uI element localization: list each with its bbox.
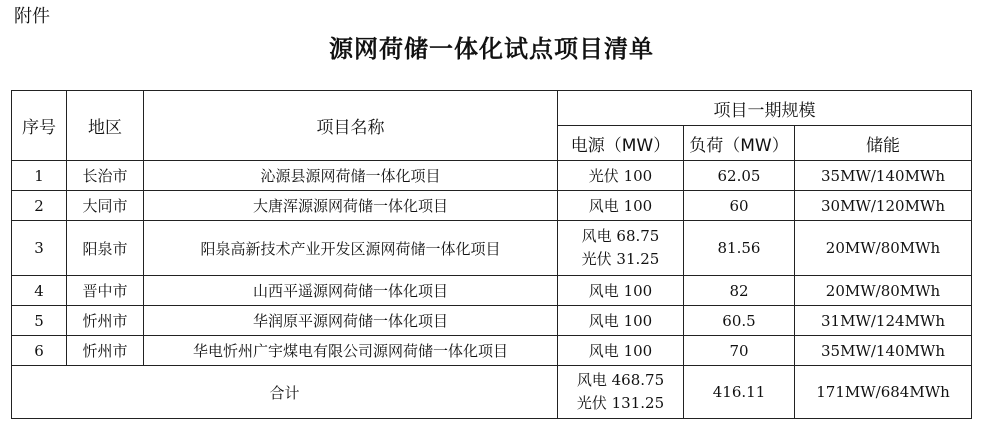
cell-project-name: 华电忻州广宇煤电有限公司源网荷储一体化项目 xyxy=(144,336,558,366)
total-storage: 171MW/684MWh xyxy=(795,366,972,419)
table-row xyxy=(12,276,972,306)
cell-storage: 20MW/80MWh xyxy=(795,276,972,306)
cell-region: 忻州市 xyxy=(67,336,144,366)
cell-project-name: 大唐浑源源网荷储一体化项目 xyxy=(144,191,558,221)
cell-index: 4 xyxy=(12,276,67,306)
cell-index: 1 xyxy=(12,161,67,191)
power-source-line: 风电 468.75 xyxy=(576,371,665,389)
header-index: 序号 xyxy=(12,91,67,161)
total-row xyxy=(12,366,972,419)
cell-power-source xyxy=(558,221,684,276)
table-row xyxy=(12,161,972,191)
cell-load: 60 xyxy=(684,191,795,221)
cell-index: 2 xyxy=(12,191,67,221)
header-phase-one-scale: 项目一期规模 xyxy=(558,91,972,126)
cell-load: 81.56 xyxy=(684,221,795,276)
cell-index: 5 xyxy=(12,306,67,336)
cell-storage: 35MW/140MWh xyxy=(795,336,972,366)
cell-project-name: 阳泉高新技术产业开发区源网荷储一体化项目 xyxy=(144,221,558,276)
cell-storage: 35MW/140MWh xyxy=(795,161,972,191)
cell-storage: 20MW/80MWh xyxy=(795,221,972,276)
page-title: 源网荷储一体化试点项目清单 xyxy=(329,35,654,63)
cell-region: 长治市 xyxy=(67,161,144,191)
cell-power-source: 风电 100 xyxy=(558,336,684,366)
cell-power-source: 风电 100 xyxy=(558,191,684,221)
header-row-top xyxy=(12,91,972,126)
power-source-line: 光伏 131.25 xyxy=(576,394,665,412)
cell-power-source: 风电 100 xyxy=(558,276,684,306)
attachment-label: 附件 xyxy=(14,6,50,27)
cell-project-name: 华润原平源网荷储一体化项目 xyxy=(144,306,558,336)
total-load: 416.11 xyxy=(684,366,795,419)
cell-load: 70 xyxy=(684,336,795,366)
cell-project-name: 山西平遥源网荷储一体化项目 xyxy=(144,276,558,306)
cell-load: 62.05 xyxy=(684,161,795,191)
power-source-line: 风电 68.75 xyxy=(581,227,660,245)
cell-index: 3 xyxy=(12,221,67,276)
cell-storage: 30MW/120MWh xyxy=(795,191,972,221)
cell-power-source: 光伏 100 xyxy=(558,161,684,191)
power-source-line: 光伏 31.25 xyxy=(581,250,660,268)
cell-load: 82 xyxy=(684,276,795,306)
cell-region: 大同市 xyxy=(67,191,144,221)
header-project-name: 项目名称 xyxy=(144,91,558,161)
header-load: 负荷（MW） xyxy=(684,126,795,161)
table-row xyxy=(12,221,972,276)
cell-region: 忻州市 xyxy=(67,306,144,336)
table-row xyxy=(12,191,972,221)
project-table xyxy=(11,90,972,419)
table-row xyxy=(12,336,972,366)
cell-load: 60.5 xyxy=(684,306,795,336)
total-label: 合计 xyxy=(12,366,558,419)
cell-project-name: 沁源县源网荷储一体化项目 xyxy=(144,161,558,191)
cell-power-source: 风电 100 xyxy=(558,306,684,336)
header-power-source: 电源（MW） xyxy=(558,126,684,161)
cell-region: 阳泉市 xyxy=(67,221,144,276)
cell-index: 6 xyxy=(12,336,67,366)
cell-region: 晋中市 xyxy=(67,276,144,306)
cell-storage: 31MW/124MWh xyxy=(795,306,972,336)
header-region: 地区 xyxy=(67,91,144,161)
total-power-source xyxy=(558,366,684,419)
header-storage: 储能 xyxy=(795,126,972,161)
table-row xyxy=(12,306,972,336)
